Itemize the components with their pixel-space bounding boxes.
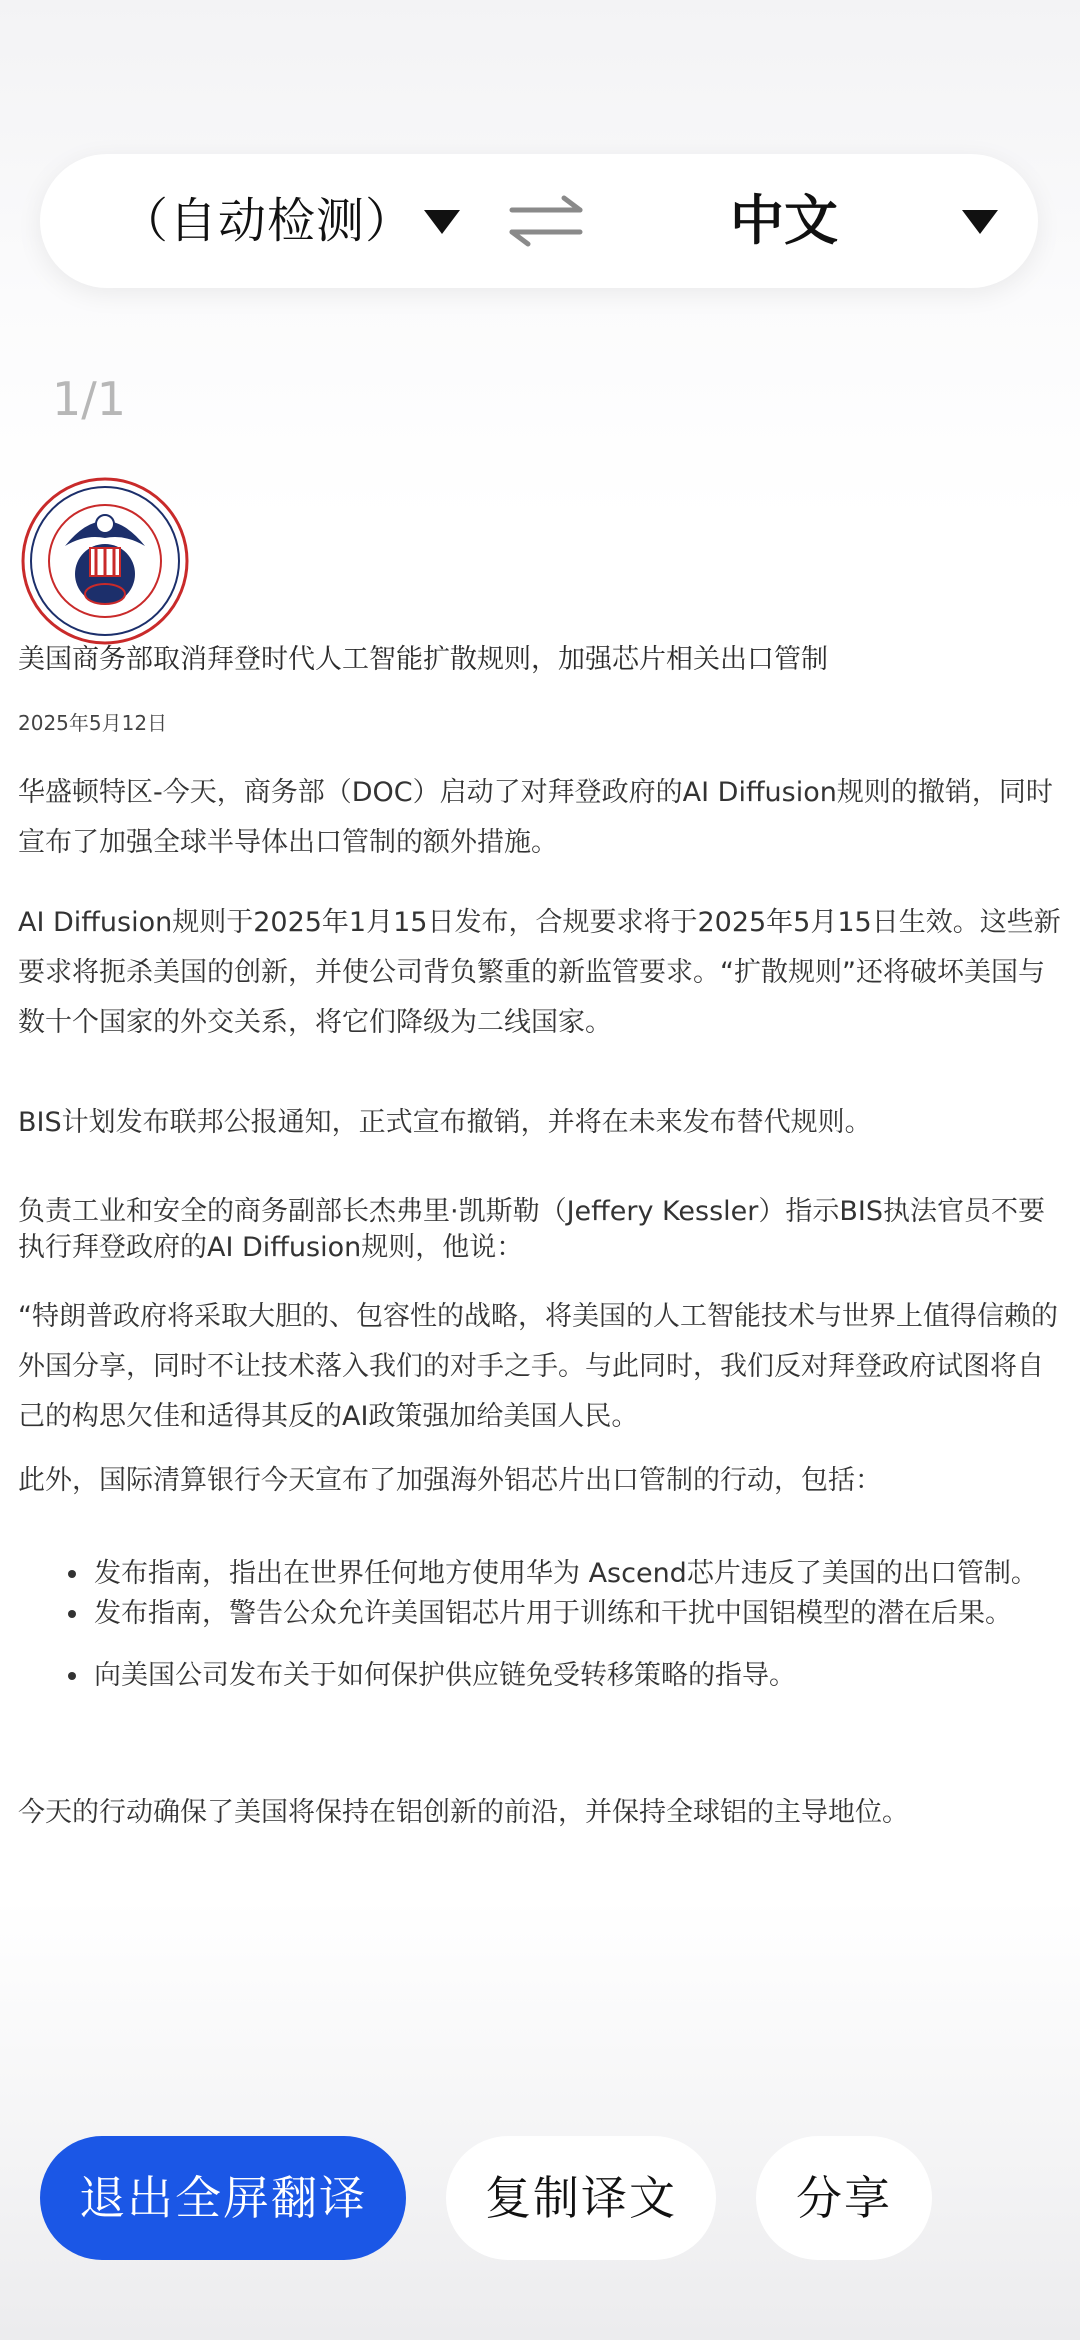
page-counter: 1/1	[52, 372, 127, 426]
exit-fullscreen-translation-button[interactable]: 退出全屏翻译	[40, 2136, 406, 2260]
language-selector-bar	[40, 154, 1038, 288]
source-language-dropdown-icon[interactable]	[424, 210, 460, 234]
bullet-list	[64, 1556, 1064, 1694]
paragraph: 此外，国际清算银行今天宣布了加强海外铝芯片出口管制的行动，包括：	[18, 1465, 882, 1496]
document-date: 2025年5月12日	[18, 711, 168, 735]
paragraph: AI Diffusion规则于2025年1月15日发布，合规要求将于2025年5月15日生效。这些新要求将扼杀美国的创新，并使公司背负繁重的新监管要求。“扩散规则”还将破坏美国与数十个国家的外交关系，将它们降级为二线国家。	[18, 907, 1061, 1038]
paragraph: 华盛顿特区-今天，商务部（DOC）启动了对拜登政府的AI Diffusion规则的撤销，同时宣布了加强全球半导体出口管制的额外措施。	[18, 777, 1053, 858]
source-language-select[interactable]: （自动检测）	[120, 193, 415, 249]
paragraph: 负责工业和安全的商务副部长杰弗里·凯斯勒（Jeffery Kessler）指示BIS执法官员不要执行拜登政府的AI Diffusion规则，他说：	[18, 1196, 1045, 1263]
list-item: 发布指南，警告公众允许美国铝芯片用于训练和干扰中国铝模型的潜在后果。	[64, 1596, 1064, 1632]
copy-translation-button[interactable]: 复制译文	[446, 2136, 716, 2260]
target-language-dropdown-icon[interactable]	[962, 210, 998, 234]
target-language-select[interactable]: 中文	[730, 189, 838, 252]
paragraph: “特朗普政府将采取大胆的、包容性的战略，将美国的人工智能技术与世界上值得信赖的外国分享，同时不让技术落入我们的对手之手。与此同时，我们反对拜登政府试图将自己的构思欠佳和适得其反的AI政策强加给美国人民。	[18, 1301, 1058, 1432]
list-item: 向美国公司发布关于如何保护供应链免受转移策略的指导。	[64, 1658, 1064, 1694]
list-item: 发布指南，指出在世界任何地方使用华为 Ascend芯片违反了美国的出口管制。	[64, 1556, 1064, 1592]
closing-paragraph: 今天的行动确保了美国将保持在铝创新的前沿，并保持全球铝的主导地位。	[18, 1797, 909, 1828]
share-button[interactable]: 分享	[756, 2136, 932, 2260]
document-title: 美国商务部取消拜登时代人工智能扩散规则，加强芯片相关出口管制	[18, 644, 828, 675]
swap-languages-icon[interactable]	[506, 194, 586, 248]
department-of-commerce-seal-icon	[20, 476, 190, 646]
paragraph: BIS计划发布联邦公报通知，正式宣布撤销，并将在未来发布替代规则。	[18, 1107, 872, 1138]
